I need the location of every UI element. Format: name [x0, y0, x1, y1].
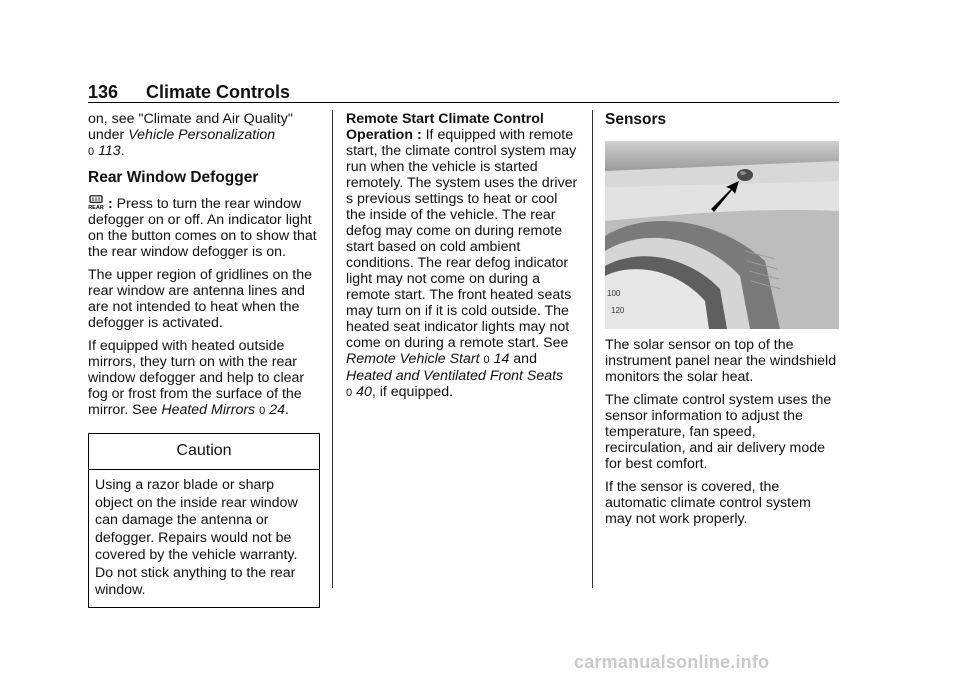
link-vehicle-personalization[interactable]: Vehicle Personalization [128, 127, 276, 143]
mirrors-paragraph: If equipped with heated outside mirrors, they turn on with the rear window defogger and help to clear fog or frost from the surface of the mirror. See Heated Mirrors 0 24. [88, 338, 305, 418]
link-heated-seats[interactable]: Heated and Ventilated Front Seats [346, 368, 564, 384]
caution-title: Caution [89, 434, 319, 470]
rear-defog-icon [88, 195, 104, 210]
svg-text:100: 100 [607, 289, 621, 298]
caution-box [88, 433, 320, 608]
remote-start-paragraph: Remote Start Climate Control Operation : If equipped with remote start, the climate control system may run when the vehicle is started remotely. The system uses the driver s previous settings to heat or cool the inside of the vehicle. The rear defog may come on during remote start based on cold ambient conditions. The rear defog indicator light may not come on during a remote start. The front heated seats may turn on if it is cold outside. The heated seat indicator lights may not come on during a remote start. See Remote Vehicle Start 0 14 and Heated and Ventilated Front Seats 0 40, if equipped. [346, 111, 578, 400]
page-ref-arrow: 0 [483, 354, 490, 366]
watermark: carmanualsonline.info [574, 652, 770, 672]
column-divider-1 [332, 110, 333, 588]
column-1 [88, 111, 320, 608]
page-ref[interactable]: 113 [98, 143, 121, 159]
page-ref[interactable]: 24 [269, 402, 285, 418]
column-2 [346, 111, 578, 408]
caution-body: Using a razor blade or sharp object on the inside rear window can damage the antenna or defogger. Repairs would not be covered by the vehicle warranty. Do not stick anything to the rear window. [95, 477, 298, 598]
page-ref[interactable]: 40 [356, 384, 372, 400]
header-rule [88, 102, 839, 103]
svg-text:120: 120 [611, 306, 625, 315]
solar-sensor-illustration [605, 141, 839, 329]
page-number: 136 [88, 82, 119, 102]
defogger-paragraph: REAR : Press to turn the rear window defogger on or off. An indicator light on the button comes on to show that the rear window defogger is on. [88, 196, 317, 260]
page-ref-arrow: 0 [259, 405, 266, 417]
page-ref-arrow: 0 [346, 387, 353, 399]
link-heated-mirrors[interactable]: Heated Mirrors [161, 402, 256, 418]
antenna-paragraph: The upper region of gridlines on the rear window are antenna lines and are not intended to heat when the defogger is activated. [88, 267, 312, 331]
section-heading-defogger: Rear Window Defogger [88, 169, 259, 186]
intro-paragraph: on, see "Climate and Air Quality" under Vehicle Personalization 0 113. [88, 111, 293, 159]
link-remote-vehicle-start[interactable]: Remote Vehicle Start [346, 351, 480, 367]
column-divider-2 [592, 110, 593, 588]
page-ref-arrow: 0 [88, 146, 95, 158]
solar-sensor-paragraph: The solar sensor on top of the instrument panel near the windshield monitors the solar heat. [605, 337, 837, 385]
remote-start-heading: Remote Start Climate Control Operation : [346, 111, 544, 143]
page-ref[interactable]: 14 [493, 351, 510, 367]
sensor-covered-paragraph: If the sensor is covered, the automatic climate control system may not work properly. [605, 479, 811, 527]
column-3 [605, 111, 839, 534]
page-header [88, 82, 290, 103]
section-heading-sensors: Sensors [605, 111, 667, 128]
sensor-info-paragraph: The climate control system uses the sensor information to adjust the temperature, fan speed, recirculation, and air delivery mode for best comfort. [605, 392, 832, 472]
chapter-title: Climate Controls [146, 82, 291, 102]
svg-text:REAR: REAR [88, 205, 104, 210]
